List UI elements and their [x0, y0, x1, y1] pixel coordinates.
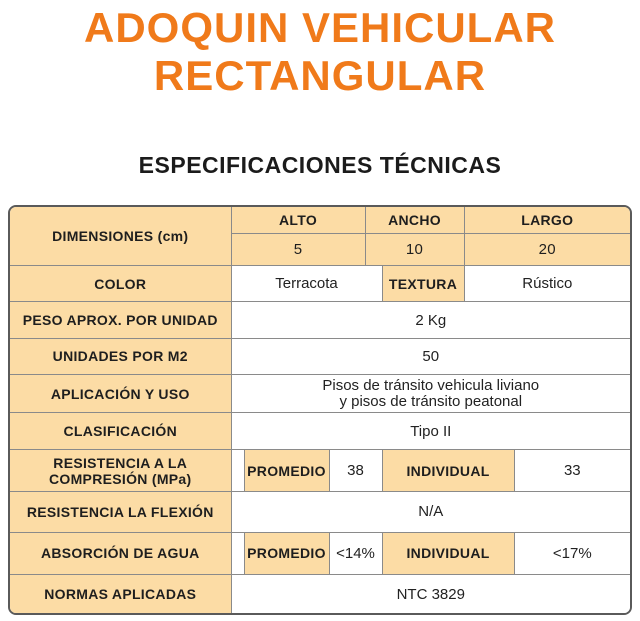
- resistencia-individual-value: 33: [514, 449, 630, 491]
- textura-label: TEXTURA: [382, 266, 464, 302]
- product-title-line-2: RECTANGULAR: [153, 52, 487, 99]
- resistencia-individual-label: INDIVIDUAL: [382, 449, 514, 491]
- alto-value: 5: [231, 233, 365, 265]
- absorcion-individual-label: INDIVIDUAL: [382, 532, 514, 574]
- aplicacion-row: [10, 375, 630, 413]
- resistencia-flexion-label: RESISTENCIA LA FLEXIÓN: [10, 492, 231, 532]
- unidades-row: [10, 338, 630, 374]
- dimensiones-label: DIMENSIONES (cm): [10, 207, 231, 266]
- absorcion-spacer: [231, 532, 244, 574]
- aplicacion-label: APLICACIÓN Y USO: [10, 375, 231, 413]
- aplicacion-value: [231, 375, 630, 413]
- resistencia-compresion-row: [10, 449, 630, 491]
- largo-label: LARGO: [464, 207, 630, 233]
- aplicacion-value-line-1: Pisos de tránsito vehicula liviano: [322, 376, 540, 394]
- normas-value: NTC 3829: [231, 575, 630, 613]
- ancho-value: 10: [365, 233, 464, 265]
- unidades-value: 50: [231, 338, 630, 374]
- clasificacion-value: Tipo II: [231, 413, 630, 449]
- peso-label: PESO APROX. POR UNIDAD: [10, 302, 231, 338]
- resistencia-compresion-label-line-1: RESISTENCIA A LA: [53, 454, 188, 471]
- absorcion-label: ABSORCIÓN DE AGUA: [10, 532, 231, 574]
- peso-row: [10, 302, 630, 338]
- absorcion-promedio-label: PROMEDIO: [244, 532, 329, 574]
- textura-value: Rústico: [464, 266, 630, 302]
- resistencia-spacer: [231, 449, 244, 491]
- aplicacion-value-line-2: y pisos de tránsito peatonal: [339, 392, 523, 410]
- normas-row: [10, 575, 630, 613]
- resistencia-promedio-label: PROMEDIO: [244, 449, 329, 491]
- alto-label: ALTO: [231, 207, 365, 233]
- clasificacion-row: [10, 413, 630, 449]
- resistencia-promedio-value: 38: [329, 449, 382, 491]
- largo-value: 20: [464, 233, 630, 265]
- unidades-label: UNIDADES POR M2: [10, 338, 231, 374]
- ancho-label: ANCHO: [365, 207, 464, 233]
- resistencia-compresion-label-line-2: COMPRESIÓN (MPa): [49, 470, 192, 487]
- resistencia-compresion-label: [10, 449, 231, 491]
- dimensiones-header-row: [10, 207, 630, 233]
- normas-label: NORMAS APLICADAS: [10, 575, 231, 613]
- product-title-line-1: ADOQUIN VEHICULAR: [83, 4, 556, 51]
- color-value: Terracota: [231, 266, 382, 302]
- absorcion-promedio-value: <14%: [329, 532, 382, 574]
- resistencia-flexion-value: N/A: [231, 492, 630, 532]
- color-label: COLOR: [10, 266, 231, 302]
- resistencia-flexion-row: [10, 492, 630, 532]
- absorcion-row: [10, 532, 630, 574]
- peso-value: 2 Kg: [231, 302, 630, 338]
- clasificacion-label: CLASIFICACIÓN: [10, 413, 231, 449]
- section-subtitle: ESPECIFICACIONES TÉCNICAS: [138, 152, 502, 178]
- absorcion-individual-value: <17%: [514, 532, 630, 574]
- specifications-table: [8, 205, 632, 615]
- color-row: [10, 266, 630, 302]
